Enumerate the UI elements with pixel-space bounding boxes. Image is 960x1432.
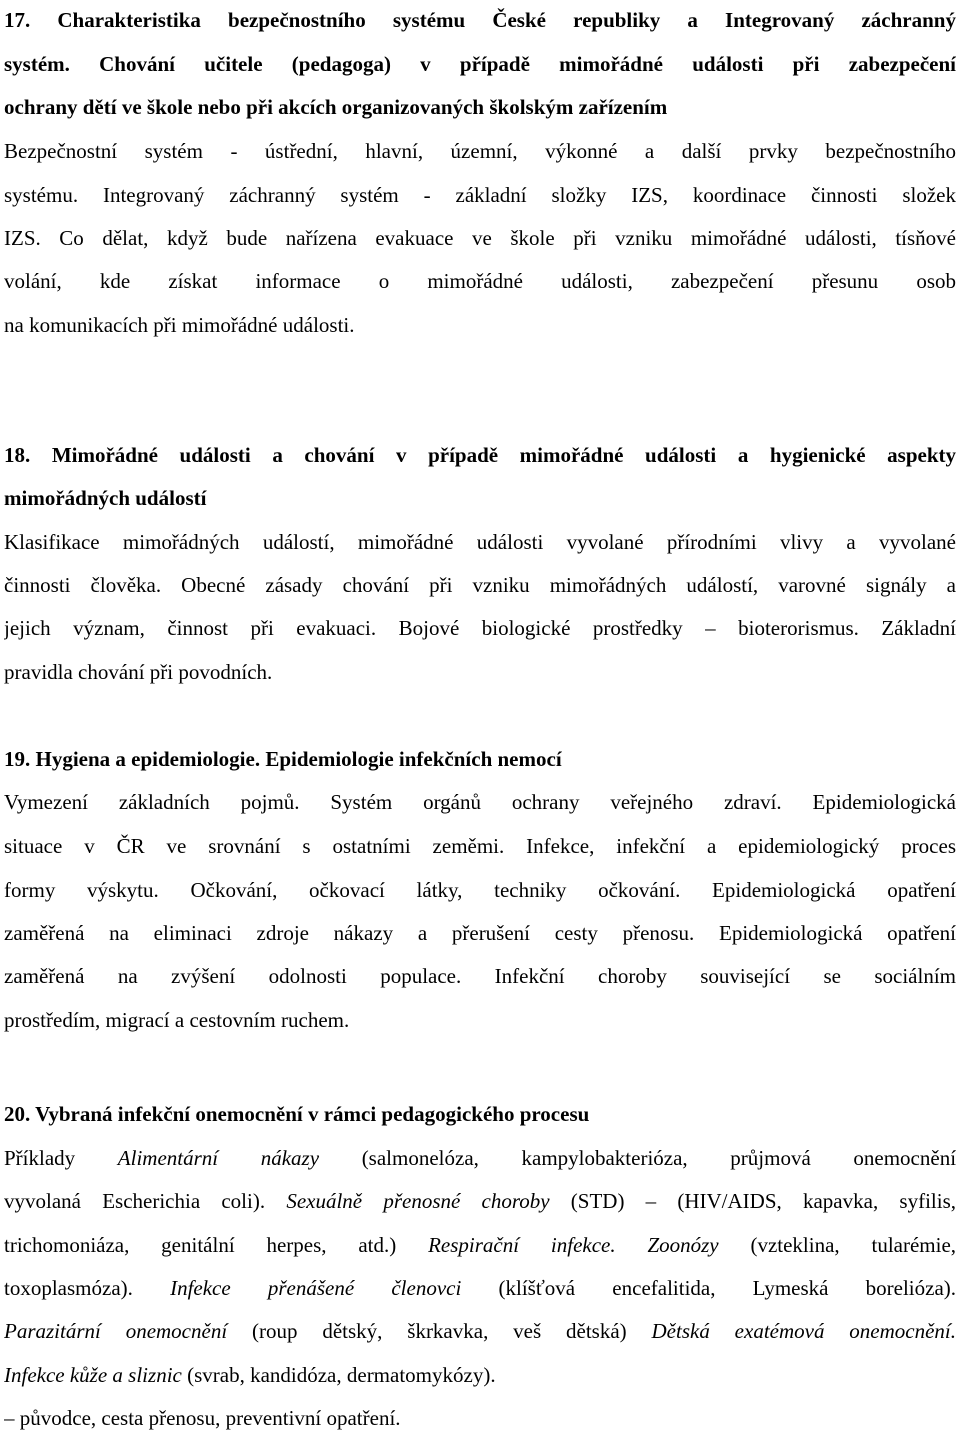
section-17-body-line-5: na komunikacích při mimořádné události. — [4, 313, 355, 337]
section-19-heading: 19. Hygiena a epidemiologie. Epidemiologie infekčních nemocí — [4, 747, 562, 771]
section-17-body-line-4: volání, kde získat informace o mimořádné události, zabezpečení přesunu osob — [4, 269, 956, 293]
examples-label: Příklady — [4, 1146, 76, 1170]
section-20-body-line-4 — [4, 1274, 956, 1302]
text-fragment: toxoplasmóza). — [4, 1276, 133, 1300]
section-19-body-line-2: situace v ČR ve srovnání s ostatními zeměmi. Infekce, infekční a epidemiologický proces — [4, 834, 956, 858]
skin-infections-term: Infekce kůže a sliznic — [4, 1363, 182, 1387]
section-19-body-line-6: prostředím, migrací a cestovním ruchem. — [4, 1008, 350, 1032]
section-20-heading: 20. Vybraná infekční onemocnění v rámci pedagogického procesu — [4, 1102, 590, 1126]
section-18-body-line-4: pravidla chování při povodních. — [4, 660, 273, 684]
section-20-body-line-3 — [4, 1231, 956, 1259]
skin-infections-examples: (svrab, kandidóza, dermatomykózy). — [187, 1363, 496, 1387]
parasitic-diseases-examples: (roup dětský, škrkavka, veš dětská) — [252, 1319, 627, 1343]
respiratory-infections-term: Respirační infekce. — [428, 1233, 616, 1257]
text-fragment: vyvolaná Escherichia coli). — [4, 1189, 266, 1213]
alimentary-infections-term: Alimentární nákazy — [117, 1146, 320, 1170]
section-20-body-line-7: – původce, cesta přenosu, preventivní opatření. — [4, 1406, 401, 1430]
zoonoses-term: Zoonózy — [647, 1233, 719, 1257]
childhood-exanthem-term: Dětská exatémová onemocnění. — [651, 1319, 956, 1343]
section-17-heading-line-1: 17. Charakteristika bezpečnostního systému České republiky a Integrovaný záchranný — [4, 8, 956, 32]
section-18-body-line-1: Klasifikace mimořádných událostí, mimořádné události vyvolané přírodními vlivy a vyvolané — [4, 530, 956, 554]
section-18-body-line-2: činnosti člověka. Obecné zásady chování při vzniku mimořádných událostí, varovné signály a — [4, 573, 956, 597]
section-17-heading-line-2: systém. Chování učitele (pedagoga) v případě mimořádné události při zabezpečení — [4, 52, 956, 76]
section-19-body-line-5: zaměřená na zvýšení odolnosti populace. Infekční choroby související se sociálním — [4, 964, 956, 988]
section-17-body-line-2: systému. Integrovaný záchranný systém - základní složky IZS, koordinace činnosti složek — [4, 183, 956, 207]
section-19-body-line-4: zaměřená na eliminaci zdroje nákazy a přerušení cesty přenosu. Epidemiologická opatření — [4, 921, 956, 945]
parasitic-diseases-term: Parazitární onemocnění — [4, 1319, 228, 1343]
section-20-body-line-1 — [4, 1144, 956, 1172]
text-fragment: trichomoniáza, genitální herpes, atd.) — [4, 1233, 397, 1257]
zoonoses-examples: (vzteklina, tularémie, — [750, 1233, 956, 1257]
section-17-heading-line-3: ochrany dětí ve škole nebo při akcích organizovaných školským zařízením — [4, 95, 668, 119]
section-20-body-line-6 — [4, 1361, 956, 1389]
section-18-heading-line-1: 18. Mimořádné události a chování v případě mimořádné události a hygienické aspekty — [4, 443, 956, 467]
section-20-body-line-2 — [4, 1187, 956, 1215]
alimentary-infections-examples: (salmonelóza, kampylobakterióza, průjmová onemocnění — [361, 1146, 956, 1170]
section-17-body-line-3: IZS. Co dělat, když bude nařízena evakuace ve škole při vzniku mimořádné události, tísňové — [4, 226, 956, 250]
section-19-body-line-1: Vymezení základních pojmů. Systém orgánů ochrany veřejného zdraví. Epidemiologická — [4, 790, 956, 814]
section-18-heading-line-2: mimořádných událostí — [4, 486, 207, 510]
arthropod-borne-examples: (klíšťová encefalitida, Lymeská borelióza). — [498, 1276, 956, 1300]
section-18-body-line-3: jejich význam, činnost při evakuaci. Bojové biologické prostředky – bioterorismus. Základní — [4, 616, 956, 640]
section-17-body-line-1: Bezpečnostní systém - ústřední, hlavní, územní, výkonné a další prvky bezpečnostního — [4, 139, 956, 163]
section-19-body-line-3: formy výskytu. Očkování, očkovací látky, techniky očkování. Epidemiologická opatření — [4, 878, 956, 902]
arthropod-borne-term: Infekce přenášené členovci — [170, 1276, 462, 1300]
std-term: Sexuálně přenosné choroby — [286, 1189, 550, 1213]
section-20-body-line-5 — [4, 1317, 956, 1345]
std-examples: (STD) – (HIV/AIDS, kapavka, syfilis, — [570, 1189, 956, 1213]
